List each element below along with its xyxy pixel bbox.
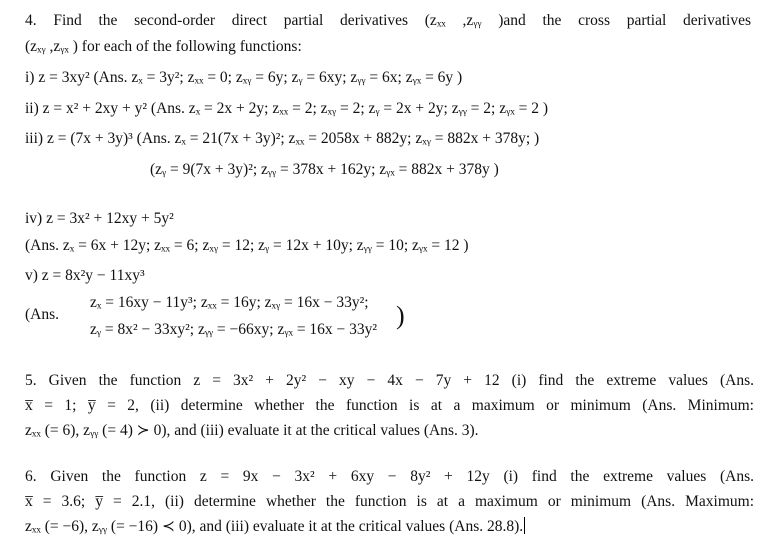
q4-part-ii: ii) z = x² + 2xy + y² (Ans. zₓ = 2x + 2y; zₓₓ = 2; zₓᵧ = 2; zᵧ = 2x + 2y; zᵧᵧ = 2; zᵧₓ = 2 ) [25,100,548,117]
text-cursor [524,517,525,534]
q5-line-2: x̅ = 1; y̅ = 2, (ii) determine whether the function is at a maximum or minimum (Ans. Minimum: [25,397,754,414]
q6-line-3-text: zₓₓ (= −6), zᵧᵧ (= −16) ≺ 0), and (iii) evaluate it at the critical values (Ans. 28.8). [25,518,524,535]
q4-part-iv-function: iv) z = 3x² + 12xy + 5y² [25,210,174,227]
q4-part-v-close-paren: ) [396,301,405,330]
q4-line-2: (zₓᵧ ,zᵧₓ ) for each of the following functions: [25,38,302,55]
q4-line-1: 4. Find the second-order direct partial derivatives (zₓₓ ,zᵧᵧ )and the cross partial derivatives [25,12,751,29]
q5-line-3: zₓₓ (= 6), zᵧᵧ (= 4) ≻ 0), and (iii) evaluate it at the critical values (Ans. 3). [25,422,479,439]
q4-part-iii-line-2: (zᵧ = 9(7x + 3y)²; zᵧᵧ = 378x + 162y; zᵧₓ = 882x + 378y ) [150,161,499,178]
q4-part-v-answer-line-1: zₓ = 16xy − 11y³; zₓₓ = 16y; zₓᵧ = 16x − 33y²; [90,294,369,311]
q6-line-1: 6. Given the function z = 9x − 3x² + 6xy − 8y² + 12y (i) find the extreme values (Ans. [25,468,754,485]
q4-part-iii-line-1: iii) z = (7x + 3y)³ (Ans. zₓ = 21(7x + 3y)²; zₓₓ = 2058x + 882y; zₓᵧ = 882x + 378y; ) [25,130,540,147]
q6-line-2: x̅ = 3.6; y̅ = 2.1, (ii) determine whether the function is at a maximum or minimum (Ans. Maximum: [25,493,754,510]
q5-line-1: 5. Given the function z = 3x² + 2y² − xy − 4x − 7y + 12 (i) find the extreme values (Ans. [25,372,754,389]
q4-part-iv-answer: (Ans. zₓ = 6x + 12y; zₓₓ = 6; zₓᵧ = 12; zᵧ = 12x + 10y; zᵧᵧ = 10; zᵧₓ = 12 ) [25,237,469,254]
q4-part-v-answer-line-2: zᵧ = 8x² − 33xy²; zᵧᵧ = −66xy; zᵧₓ = 16x − 33y² [90,321,378,338]
q4-part-v-ans-label: (Ans. [25,306,60,323]
q4-part-v-function: v) z = 8x²y − 11xy³ [25,267,145,284]
q4-part-i: i) z = 3xy² (Ans. zₓ = 3y²; zₓₓ = 0; zₓᵧ = 6y; zᵧ = 6xy; zᵧᵧ = 6x; zᵧₓ = 6y ) [25,69,463,86]
q6-line-3 [25,517,525,537]
